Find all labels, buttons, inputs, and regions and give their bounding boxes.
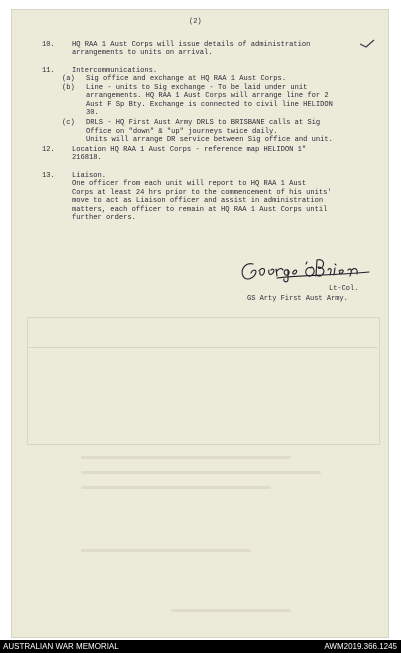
subsection-a: [62, 75, 382, 84]
text-line: arrangements to units on arrival.: [72, 49, 213, 58]
document-text: [11, 9, 389, 638]
text-line: Aust F Sp Bty. Exchange is connected to civil line HELIDON: [86, 100, 333, 109]
text-line: move to act as Liaison officer and assist in administration: [72, 197, 324, 206]
section-number: 12.: [42, 146, 55, 154]
subsection-letter: (b): [62, 83, 75, 92]
section-body: [72, 146, 382, 163]
archive-name: AUSTRALIAN WAR MEMORIAL: [3, 642, 119, 651]
text-line: 30.: [86, 109, 99, 118]
text-line: Location HQ RAA 1 Aust Corps - reference map HELIDON 1": [72, 146, 307, 154]
text-line: Office on "down" & "up" journeys twice daily.: [86, 127, 278, 136]
text-line: Sig office and exchange at HQ RAA 1 Aust Corps.: [86, 75, 287, 84]
text-line: matters, each officer to remain at HQ RAA 1 Aust Corps until: [72, 205, 328, 214]
text-line: HQ RAA 1 Aust Corps will issue details of administration: [72, 41, 311, 49]
section-number: 11.: [42, 67, 55, 75]
archive-footer: [0, 640, 401, 653]
section-body: [72, 41, 382, 58]
subsection-b: [62, 83, 382, 118]
catalog-number: AWM2019.366.1245: [324, 642, 397, 651]
handwritten-signature: [237, 252, 377, 286]
document-sheet: [11, 9, 389, 638]
text-line: further orders.: [72, 214, 136, 223]
text-line: One officer from each unit will report to HQ RAA 1 Aust: [72, 180, 307, 189]
text-line: Line - units to Sig exchange - To be laid under unit: [86, 83, 308, 92]
subsection-c: [62, 119, 382, 145]
signatory-office: GS Arty First Aust Army.: [247, 295, 348, 303]
section-body: [62, 67, 382, 145]
text-line: arrangements. HQ RAA 1 Aust Corps will arrange line for 2: [86, 92, 329, 101]
section-body: [72, 172, 382, 222]
section-number: 10.: [42, 41, 55, 49]
section-title: Liaison.: [72, 172, 107, 180]
text-line: DRLS - HQ First Aust Army DRLS to BRISBANE calls at Sig: [86, 119, 321, 128]
text-line: 216818.: [72, 154, 102, 163]
signatory-rank: Lt-Col.: [329, 285, 359, 293]
subsection-letter: (c): [62, 119, 75, 128]
text-line: Corps at least 24 hrs prior to the commencement of his units': [72, 188, 332, 197]
section-title: Intercommunications.: [72, 67, 158, 75]
page-number: (2): [189, 18, 202, 26]
section-number: 13.: [42, 172, 55, 180]
subsection-letter: (a): [62, 75, 75, 84]
text-line: Units will arrange DR service between Sig office and unit.: [86, 136, 333, 145]
